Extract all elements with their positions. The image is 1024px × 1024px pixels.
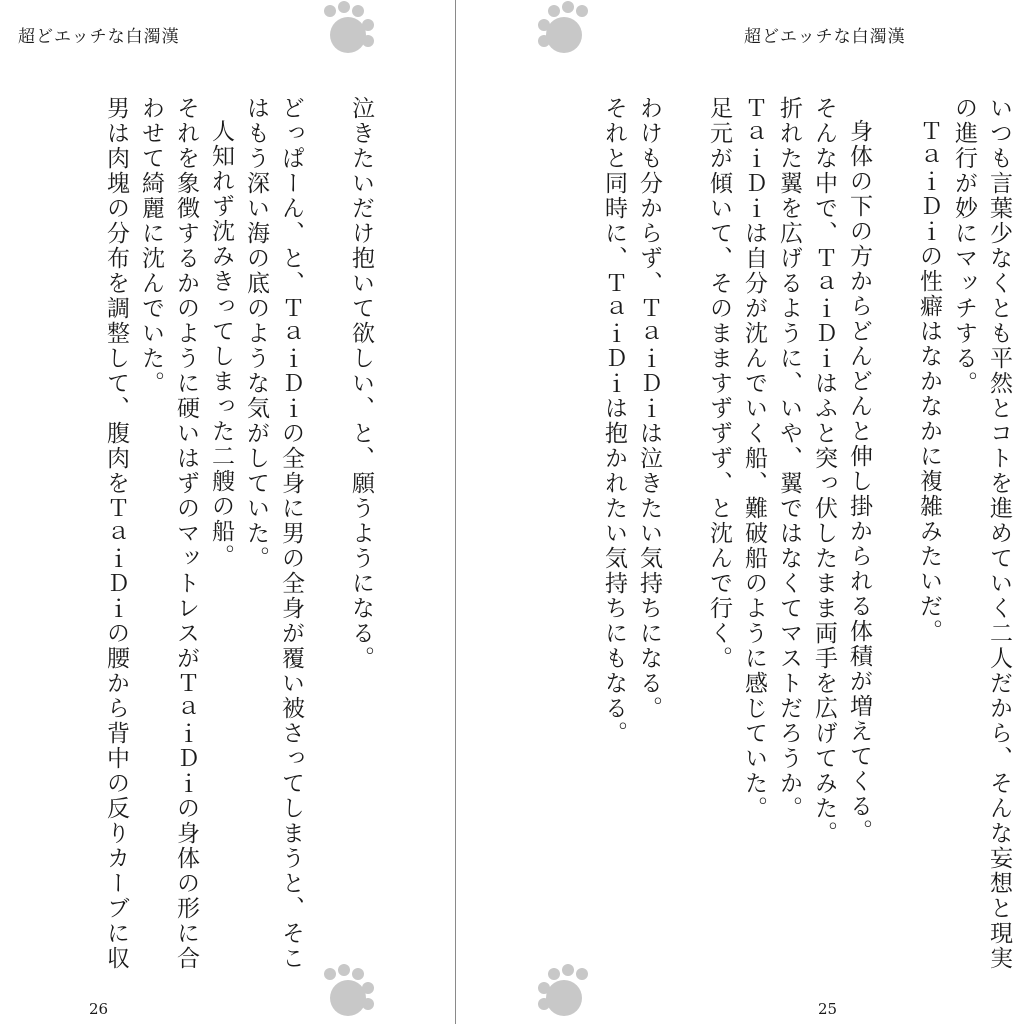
paw-print-icon bbox=[534, 3, 590, 59]
paw-print-icon bbox=[322, 3, 378, 59]
text-line: 男は肉塊の分布を調整して、腹肉をＴａｉＤｉの腰から背中の反りカーブに収 bbox=[103, 96, 129, 971]
page-number: 25 bbox=[818, 1000, 838, 1018]
text-line: ＴａｉＤｉは自分が沈んでいく船、難破船のように感じていた。 bbox=[741, 96, 767, 821]
text-line: 身体の下の方からどんどんと伸し掛かられる体積が増えてくる。 bbox=[846, 119, 872, 844]
running-title: 超どエッチな白濁漢 bbox=[744, 27, 906, 47]
text-line: 足元が傾いて、そのまますずずず、と沈んで行く。 bbox=[706, 96, 732, 671]
running-title: 超どエッチな白濁漢 bbox=[18, 27, 180, 47]
page-25 bbox=[512, 0, 1024, 1024]
text-line: そんな中で、ＴａｉＤｉはふと突っ伏したまま両手を広げてみた。 bbox=[811, 96, 837, 846]
text-line: はもう深い海の底のような気がしていた。 bbox=[243, 96, 269, 571]
text-line: どっぱーん、と、ＴａｉＤｉの全身に男の全身が覆い被さってしまうと、そこ bbox=[278, 96, 304, 971]
blank-line bbox=[308, 96, 343, 976]
blank-line bbox=[876, 96, 911, 976]
text-line: わせて綺麗に沈んでいた。 bbox=[138, 96, 164, 396]
text-line: それと同時に、ＴａｉＤｉは抱かれたい気持ちにもなる。 bbox=[601, 96, 627, 746]
text-line: いつも言葉少なくとも平然とコトを進めていく二人だから、そんな妄想と現実 bbox=[986, 96, 1012, 971]
text-line: の進行が妙にマッチする。 bbox=[951, 96, 977, 396]
text-line: それを象徴するかのように硬いはずのマットレスがＴａｉＤｉの身体の形に合 bbox=[173, 96, 199, 971]
paw-print-icon bbox=[322, 966, 378, 1022]
body-text bbox=[4, 96, 378, 976]
text-line: 人知れず沈みきってしまった二艘の船。 bbox=[208, 119, 234, 569]
page-number: 26 bbox=[89, 1000, 109, 1018]
text-line: 泣きたいだけ抱いて欲しい、と、願うようになる。 bbox=[348, 96, 374, 671]
body-text bbox=[532, 96, 1016, 976]
paw-print-icon bbox=[534, 966, 590, 1022]
blank-line bbox=[666, 96, 701, 976]
text-line: ＴａｉＤｉの性癖はなかなかに複雑みたいだ。 bbox=[916, 119, 942, 644]
text-line: わけも分からず、ＴａｉＤｉは泣きたい気持ちになる。 bbox=[636, 96, 662, 721]
text-line: 折れた翼を広げるように、いや、翼ではなくてマストだろうか。 bbox=[776, 96, 802, 821]
